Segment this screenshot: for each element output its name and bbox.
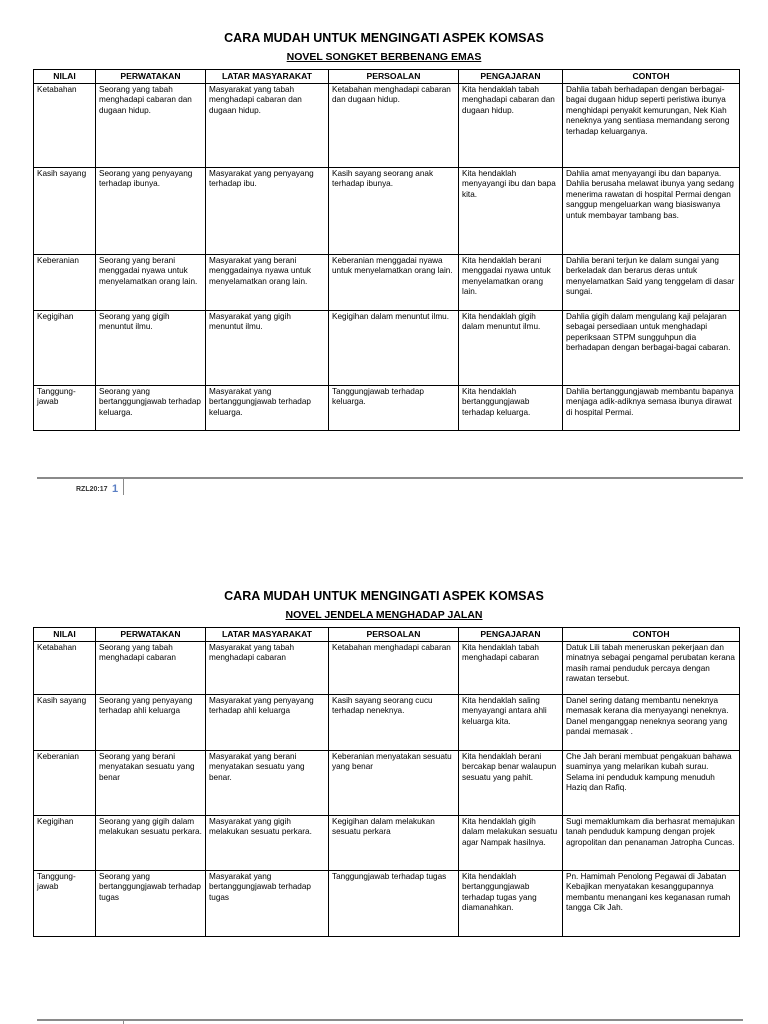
- cell-perwatakan: Seorang yang penyayang terhadap ibunya.: [96, 168, 206, 255]
- cell-contoh: Dahlia bertanggungjawab membantu bapanya menjaga adik-adiknya semasa ibunya dirawat di hospital Permai.: [563, 386, 740, 431]
- cell-nilai: Kegigihan: [34, 311, 96, 386]
- cell-persoalan: Kegigihan dalam melakukan sesuatu perkara: [329, 816, 459, 871]
- header-persoalan: PERSOALAN: [329, 628, 459, 642]
- cell-latar-masyarakat: Masyarakat yang berani menggadainya nyawa untuk menyelamatkan orang lain.: [206, 255, 329, 311]
- footer-label: RZL20:17: [76, 486, 108, 493]
- cell-perwatakan: Seorang yang gigih menuntut ilmu.: [96, 311, 206, 386]
- cell-nilai: Tanggung-jawab: [34, 386, 96, 431]
- cell-pengajaran: Kita hendaklah bertanggungjawab terhadap tugas yang diamanahkan.: [459, 871, 563, 937]
- cell-perwatakan: Seorang yang bertanggungjawab terhadap tugas: [96, 871, 206, 937]
- cell-nilai: Kasih sayang: [34, 168, 96, 255]
- page-title: CARA MUDAH UNTUK MENGINGATI ASPEK KOMSAS: [224, 31, 544, 45]
- cell-persoalan: Kasih sayang seorang anak terhadap ibunya.: [329, 168, 459, 255]
- table-row: [34, 695, 740, 751]
- cell-latar-masyarakat: Masyarakat yang bertanggungjawab terhadap tugas: [206, 871, 329, 937]
- cell-pengajaran: Kita hendaklah tabah menghadapi cabaran: [459, 642, 563, 695]
- cell-perwatakan: Seorang yang tabah menghadapi cabaran: [96, 642, 206, 695]
- footer-divider: [37, 1019, 743, 1021]
- cell-latar-masyarakat: Masyarakat yang penyayang terhadap ibu.: [206, 168, 329, 255]
- table-row: [34, 311, 740, 386]
- cell-latar-masyarakat: Masyarakat yang bertanggungjawab terhadap keluarga.: [206, 386, 329, 431]
- cell-persoalan: Kasih sayang seorang cucu terhadap neneknya.: [329, 695, 459, 751]
- cell-contoh: Dahlia tabah berhadapan dengan berbagai-bagai dugaan hidup seperti peristiwa ibunya menghidapi penyakit kemurungan, Nek Kiah neneknya yang sentiasa memandang serong terhadap keluarganya.: [563, 84, 740, 168]
- table-row: [34, 168, 740, 255]
- cell-persoalan: Ketabahan menghadapi cabaran dan dugaan hidup.: [329, 84, 459, 168]
- cell-nilai: Tanggung-jawab: [34, 871, 96, 937]
- cell-latar-masyarakat: Masyarakat yang tabah menghadapi cabaran: [206, 642, 329, 695]
- table-header-row: [34, 70, 740, 84]
- header-latar-masyarakat: LATAR MASYARAKAT: [206, 628, 329, 642]
- cell-latar-masyarakat: Masyarakat yang berani menyatakan sesuatu yang benar.: [206, 751, 329, 816]
- cell-contoh: Datuk Lili tabah meneruskan pekerjaan dan minatnya sebagai pengamal perubatan kerana masih ramai penduduk percaya dengan rawatan tersebut.: [563, 642, 740, 695]
- table-row: [34, 386, 740, 431]
- cell-nilai: Ketabahan: [34, 84, 96, 168]
- footer-tick: [123, 479, 124, 495]
- cell-contoh: Dahlia berani terjun ke dalam sungai yang berkeladak dan berarus deras untuk menyelamatkan Said yang tenggelam di dasar sungai.: [563, 255, 740, 311]
- table-row: [34, 871, 740, 937]
- novel-subtitle: NOVEL JENDELA MENGHADAP JALAN: [285, 609, 483, 621]
- cell-contoh: Pn. Hamimah Penolong Pegawai di Jabatan Kebajikan menyatakan kesanggupannya membantu menangani kes keganasan rumah tangga Cik Jah.: [563, 871, 740, 937]
- cell-perwatakan: Seorang yang tabah menghadapi cabaran dan dugaan hidup.: [96, 84, 206, 168]
- cell-nilai: Kasih sayang: [34, 695, 96, 751]
- table-row: [34, 84, 740, 168]
- header-pengajaran: PENGAJARAN: [459, 628, 563, 642]
- cell-contoh: Che Jah berani membuat pengakuan bahawa suaminya yang melarikan kubah surau. Selama ini penduduk kampung menuduh Haziq dan Rafiq.: [563, 751, 740, 816]
- header-contoh: CONTOH: [563, 628, 740, 642]
- novel-subtitle: NOVEL SONGKET BERBENANG EMAS: [286, 51, 482, 63]
- cell-contoh: Dahlia amat menyayangi ibu dan bapanya. Dahlia berusaha melawat ibunya yang sedang menerima rawatan di hospital Permai dengan sanggup mengeluarkan wang biasiswanya untuk membayar tambang bas.: [563, 168, 740, 255]
- header-nilai: NILAI: [34, 70, 96, 84]
- cell-perwatakan: Seorang yang berani menggadai nyawa untuk menyelamatkan orang lain.: [96, 255, 206, 311]
- footer-divider: [37, 477, 743, 479]
- cell-pengajaran: Kita hendaklah bertanggungjawab terhadap keluarga.: [459, 386, 563, 431]
- cell-contoh: Danel sering datang membantu neneknya memasak kerana dia menyayangi neneknya. Danel menganggap neneknya seorang yang pandai memasak .: [563, 695, 740, 751]
- page-title: CARA MUDAH UNTUK MENGINGATI ASPEK KOMSAS: [224, 589, 544, 603]
- cell-perwatakan: Seorang yang penyayang terhadap ahli keluarga: [96, 695, 206, 751]
- header-contoh: CONTOH: [563, 70, 740, 84]
- cell-persoalan: Tanggungjawab terhadap keluarga.: [329, 386, 459, 431]
- cell-contoh: Dahlia gigih dalam mengulang kaji pelajaran sebagai persediaan untuk menghadapi peperiksaan STPM sungguhpun dia berhadapan dengan berbagai-bagai cabaran.: [563, 311, 740, 386]
- cell-perwatakan: Seorang yang berani menyatakan sesuatu yang benar: [96, 751, 206, 816]
- cell-pengajaran: Kita hendaklah berani bercakap benar walaupun sesuatu yang pahit.: [459, 751, 563, 816]
- table-row: [34, 816, 740, 871]
- header-persoalan: PERSOALAN: [329, 70, 459, 84]
- cell-persoalan: Tanggungjawab terhadap tugas: [329, 871, 459, 937]
- table-row: [34, 751, 740, 816]
- header-perwatakan: PERWATAKAN: [96, 628, 206, 642]
- header-latar-masyarakat: LATAR MASYARAKAT: [206, 70, 329, 84]
- table-row: [34, 255, 740, 311]
- cell-persoalan: Keberanian menggadai nyawa untuk menyelamatkan orang lain.: [329, 255, 459, 311]
- cell-latar-masyarakat: Masyarakat yang penyayang terhadap ahli keluarga: [206, 695, 329, 751]
- cell-latar-masyarakat: Masyarakat yang tabah menghadapi cabaran dan dugaan hidup.: [206, 84, 329, 168]
- cell-pengajaran: Kita hendaklah gigih dalam melakukan sesuatu agar Nampak hasilnya.: [459, 816, 563, 871]
- cell-persoalan: Keberanian menyatakan sesuatu yang benar: [329, 751, 459, 816]
- cell-nilai: Keberanian: [34, 255, 96, 311]
- header-pengajaran: PENGAJARAN: [459, 70, 563, 84]
- cell-pengajaran: Kita hendaklah menyayangi ibu dan bapa kita.: [459, 168, 563, 255]
- cell-pengajaran: Kita hendaklah saling menyayangi antara ahli keluarga kita.: [459, 695, 563, 751]
- cell-contoh: Sugi memaklumkam dia berhasrat memajukan tanah penduduk kampung dengan projek agropolitan dan penanaman Jatropha Cuncas.: [563, 816, 740, 871]
- cell-nilai: Kegigihan: [34, 816, 96, 871]
- komsas-table: [33, 69, 740, 431]
- cell-pengajaran: Kita hendaklah tabah menghadapi cabaran dan dugaan hidup.: [459, 84, 563, 168]
- cell-persoalan: Ketabahan menghadapi cabaran: [329, 642, 459, 695]
- cell-nilai: Ketabahan: [34, 642, 96, 695]
- cell-persoalan: Kegigihan dalam menuntut ilmu.: [329, 311, 459, 386]
- table-header-row: [34, 628, 740, 642]
- cell-perwatakan: Seorang yang bertanggungjawab terhadap keluarga.: [96, 386, 206, 431]
- page-number: 1: [112, 483, 119, 495]
- section-songket-berbenang-emas: [0, 30, 768, 417]
- table-row: [34, 642, 740, 695]
- cell-latar-masyarakat: Masyarakat yang gigih menuntut ilmu.: [206, 311, 329, 386]
- cell-pengajaran: Kita hendaklah berani menggadai nyawa untuk menyelamatkan orang lain.: [459, 255, 563, 311]
- cell-nilai: Keberanian: [34, 751, 96, 816]
- cell-latar-masyarakat: Masyarakat yang gigih melakukan sesuatu perkara.: [206, 816, 329, 871]
- header-nilai: NILAI: [34, 628, 96, 642]
- section-jendela-menghadap-jalan: [0, 588, 768, 913]
- header-perwatakan: PERWATAKAN: [96, 70, 206, 84]
- komsas-table: [33, 627, 740, 937]
- cell-pengajaran: Kita hendaklah gigih dalam menuntut ilmu.: [459, 311, 563, 386]
- cell-perwatakan: Seorang yang gigih dalam melakukan sesuatu perkara.: [96, 816, 206, 871]
